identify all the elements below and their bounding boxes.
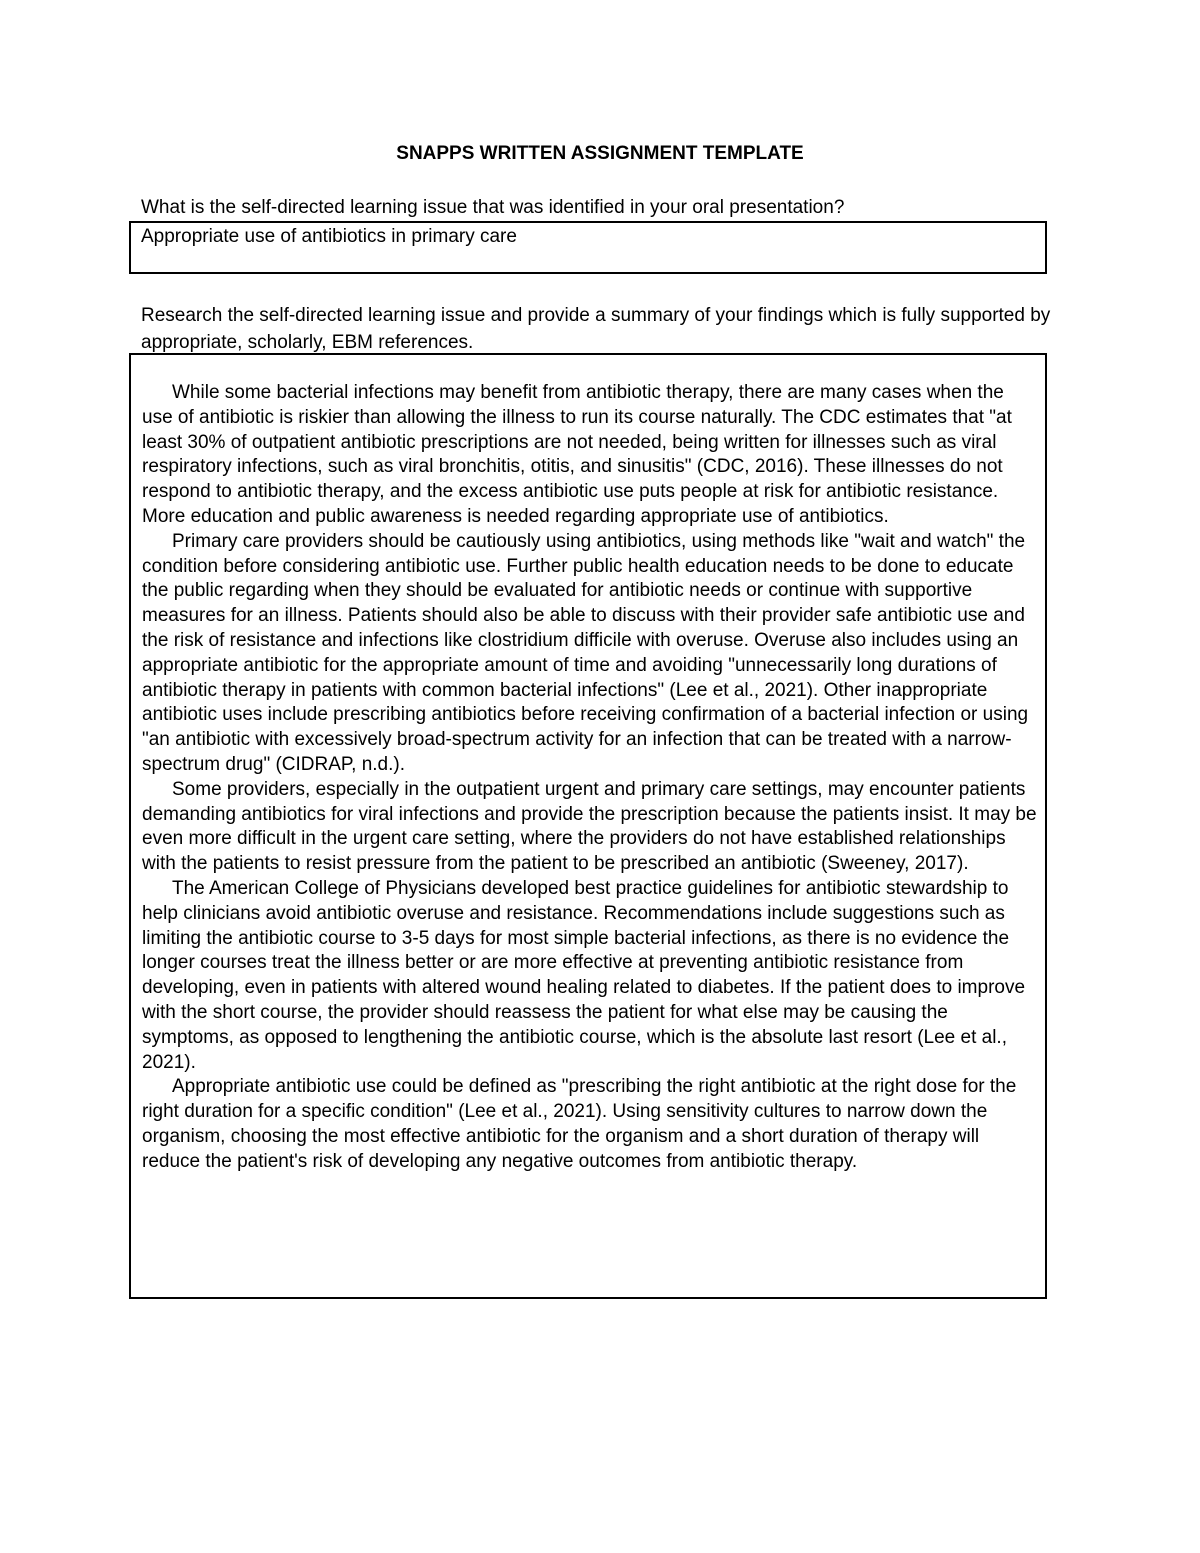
summary-paragraph: Primary care providers should be cautiously using antibiotics, using methods like "wait and watch" the condition before considering antibiotic use. Further public health education needs to be done to educate the public regarding when they should be evaluated for antibiotic needs or continue with supportive measures for an illness. Patients should also be able to discuss with their provider safe antibiotic use and the risk of resistance and infections like clostridium difficile with overuse. Overuse also includes using an appropriate antibiotic for the appropriate amount of time and avoiding "unnecessarily long durations of antibiotic therapy in patients with common bacterial infections" (Lee et al., 2021). Other inappropriate antibiotic uses include prescribing antibiotics before receiving confirmation of a bacterial infection or using "an antibiotic with excessively broad-spectrum activity for an infection that can be treated with a narrow-spectrum drug" (CIDRAP, n.d.). — [142, 530, 1029, 775]
summary-box — [129, 353, 1047, 1299]
research-instruction: Research the self-directed learning issue and provide a summary of your findings which is fully supported by appropriate, scholarly, EBM references. — [141, 305, 1051, 353]
learning-issue-answer-box — [129, 221, 1047, 274]
page-title: SNAPPS WRITTEN ASSIGNMENT TEMPLATE — [396, 143, 804, 164]
summary-text — [142, 381, 1038, 1175]
summary-paragraph: Appropriate antibiotic use could be defined as "prescribing the right antibiotic at the right dose for the right duration for a specific condition" (Lee et al., 2021). Using sensitivity cultures to narrow down the organism, choosing the most effective antibiotic for the organism and a short duration of therapy will reduce the patient's risk of developing any negative outcomes from antibiotic therapy. — [142, 1076, 1017, 1172]
learning-issue-question: What is the self-directed learning issue that was identified in your oral presentation? — [141, 197, 845, 218]
summary-paragraph: The American College of Physicians developed best practice guidelines for antibiotic stewardship to help clinicians avoid antibiotic overuse and resistance. Recommendations include suggestions such as limiting the antibiotic course to 3-5 days for most simple bacterial infections, as there is no evidence the longer courses treat the illness better or are more effective at preventing antibiotic resistance from developing, even in patients with altered wound healing related to diabetes. If the patient does to improve with the short course, the provider should reassess the patient for what else may be causing the symptoms, as opposed to lengthening the antibiotic course, which is the absolute last resort (Lee et al., 2021). — [142, 877, 1026, 1073]
summary-paragraph: While some bacterial infections may benefit from antibiotic therapy, there are many cases when the use of antibiotic is riskier than allowing the illness to run its course naturally. The CDC estimates that "at least 30% of outpatient antibiotic prescriptions are not needed, being written for illnesses such as viral respiratory infections, such as viral bronchitis, otitis, and sinusitis" (CDC, 2016). These illnesses do not respond to antibiotic therapy, and the excess antibiotic use puts people at risk for antibiotic resistance. More education and public awareness is needed regarding appropriate use of antibiotics. — [142, 382, 1012, 527]
learning-issue-answer: Appropriate use of antibiotics in primary care — [141, 226, 517, 247]
summary-paragraph: Some providers, especially in the outpatient urgent and primary care settings, may encounter patients demanding antibiotics for viral infections and provide the prescription because the patients insist. It may be even more difficult in the urgent care setting, where the providers do not have established relationships with the patients to resist pressure from the patient to be prescribed an antibiotic (Sweeney, 2017). — [142, 778, 1037, 875]
